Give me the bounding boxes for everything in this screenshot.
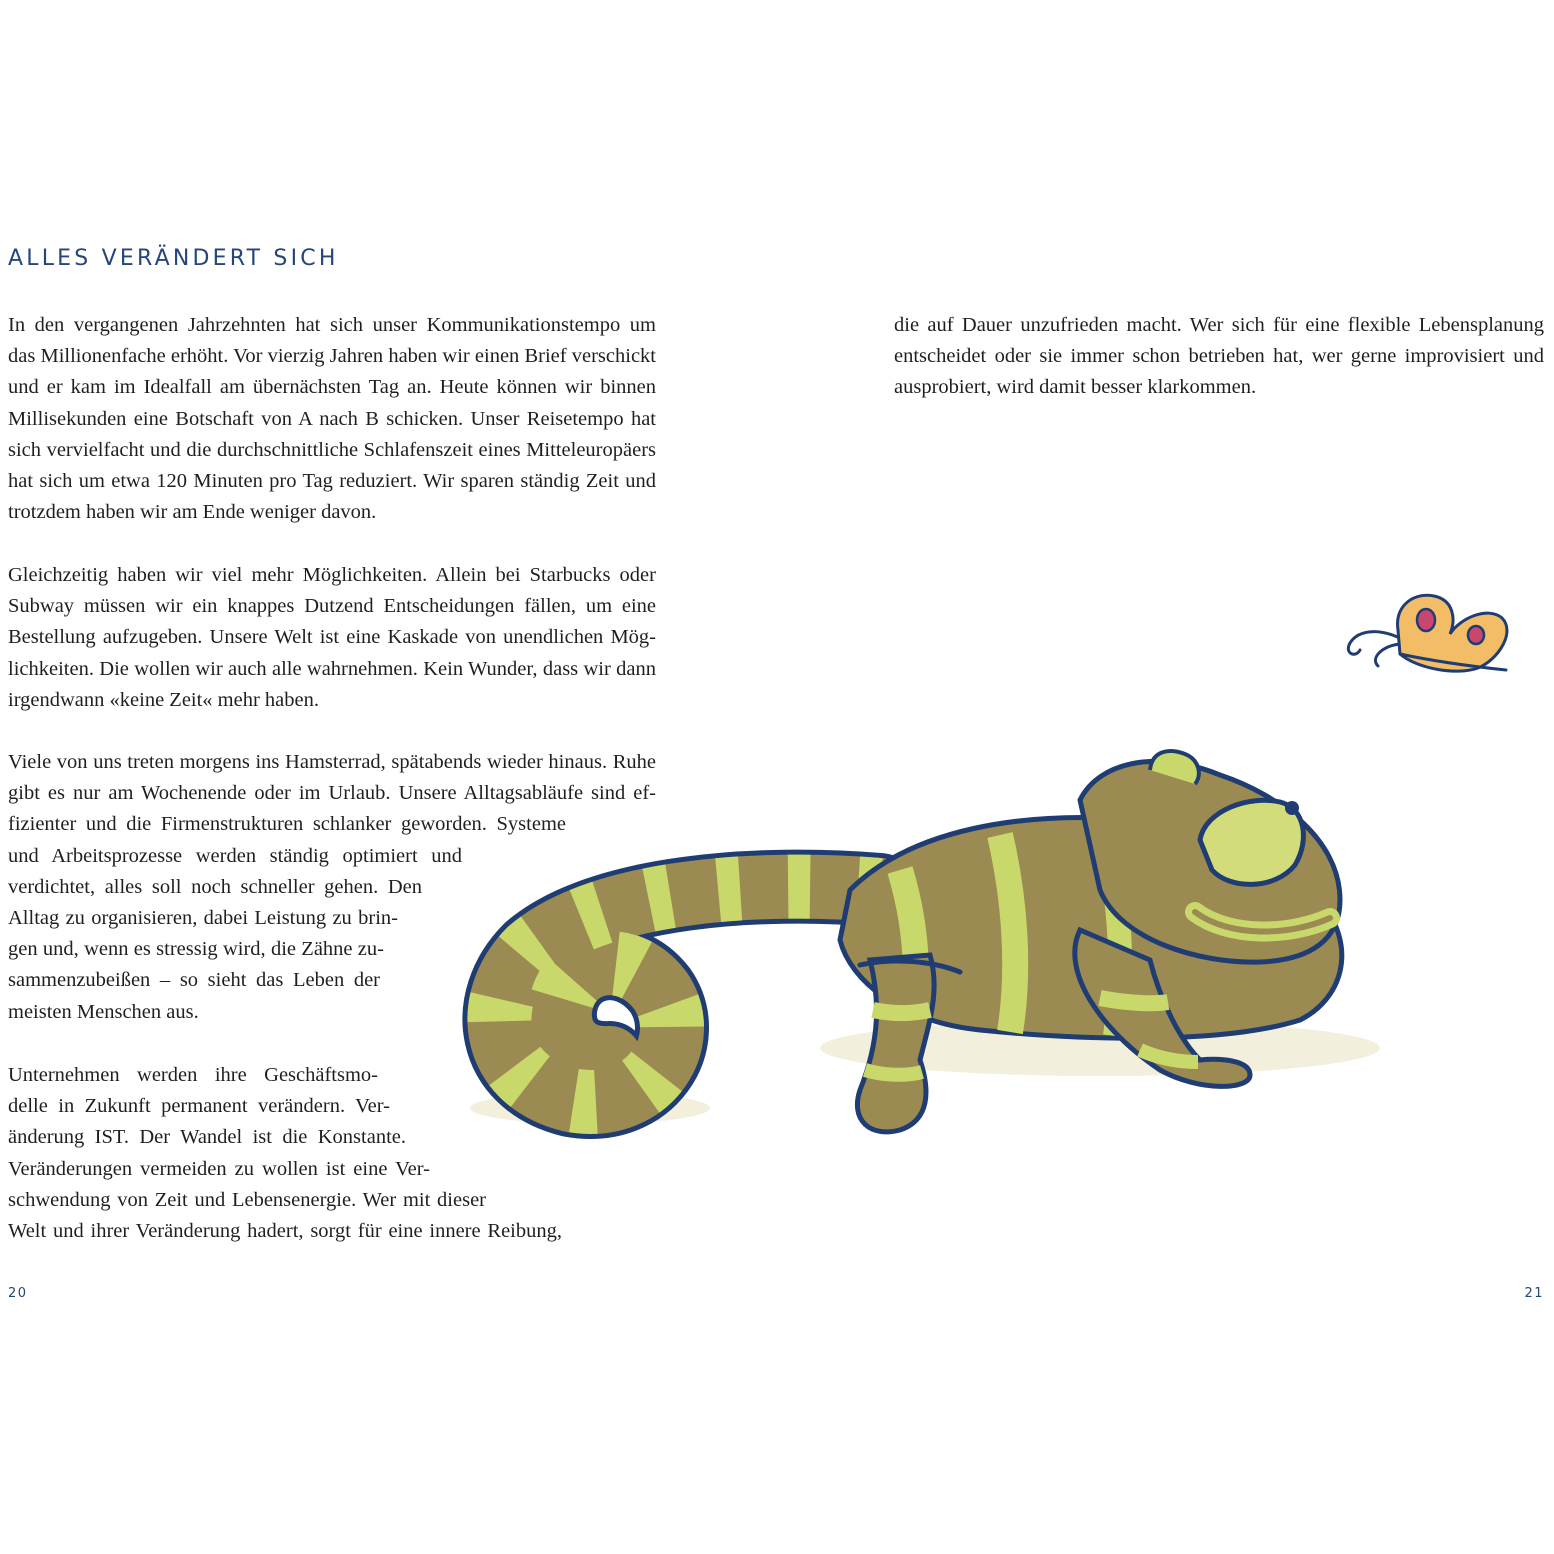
text-line: und er kam im Idealfall am übernächsten Tag an. Heute können wir binnen xyxy=(8,376,656,399)
text-line: meisten Menschen aus. xyxy=(8,1000,199,1023)
eye-pupil xyxy=(1285,801,1299,815)
text-line: ausprobiert, wird damit besser klarkommen. xyxy=(894,376,1257,399)
text-line: Veränderungen vermeiden zu wollen ist eine Ver- xyxy=(8,1157,430,1180)
text-line: trotzdem haben wir am Ende weniger davon. xyxy=(8,501,377,524)
butterfly-illustration xyxy=(1338,588,1513,683)
text-line: hat sich um etwa 120 Minuten pro Tag reduziert. Wir sparen ständig Zeit und xyxy=(8,470,656,492)
text-line: die auf Dauer unzufrieden macht. Wer sich für eine flexible Lebensplanung xyxy=(894,314,1544,336)
text-line: und Arbeitsprozesse werden ständig optimiert und xyxy=(8,844,462,867)
butterfly-spot xyxy=(1468,626,1484,644)
butterfly-wings xyxy=(1398,595,1507,671)
butterfly-spot xyxy=(1417,609,1435,631)
text-line: fizienter und die Firmenstrukturen schlanker geworden. Systeme xyxy=(8,813,566,836)
text-line: Viele von uns treten morgens ins Hamsterrad, spätabends wieder hinaus. Ruhe xyxy=(8,751,656,773)
text-line: das Millionenfache erhöht. Vor vierzig Jahren haben wir einen Brief verschickt xyxy=(8,345,656,368)
text-line: In den vergangenen Jahrzehnten hat sich unser Kommunikationstempo um xyxy=(8,314,656,336)
text-line: Subway müssen wir ein knappes Dutzend Entscheidungen fällen, um eine xyxy=(8,595,656,618)
text-line: Welt und ihrer Veränderung hadert, sorgt für eine innere Reibung, xyxy=(8,1220,562,1242)
page-number-right: 21 xyxy=(1524,1286,1544,1301)
text-line: sich vervielfacht und die durchschnittliche Schlafenszeit eines Mitteleuropäers xyxy=(8,438,656,461)
text-line: delle in Zukunft permanent verändern. Ver- xyxy=(8,1095,390,1118)
text-line: Millisekunden eine Botschaft von A nach B schicken. Unser Reisetempo hat xyxy=(8,407,656,430)
text-line: Unternehmen werden ihre Geschäftsmo- xyxy=(8,1064,378,1086)
chameleon-body xyxy=(499,751,1341,1132)
text-line: Gleichzeitig haben wir viel mehr Möglichkeiten. Allein bei Starbucks oder xyxy=(8,564,656,586)
text-line: lichkeiten. Die wollen wir auch alle wahrnehmen. Kein Wunder, dass wir dann xyxy=(8,657,656,680)
text-line: schwendung von Zeit und Lebensenergie. Wer mit dieser xyxy=(8,1188,486,1211)
text-line: Bestellung aufzugeben. Unsere Welt ist eine Kaskade von unendlichen Mög- xyxy=(8,626,656,649)
chapter-heading: ALLES VERÄNDERT SICH xyxy=(8,246,339,271)
text-line: Alltag zu organisieren, dabei Leistung zu brin- xyxy=(8,907,398,929)
text-line: verdichtet, alles soll noch schneller gehen. Den xyxy=(8,875,422,898)
text-line: gibt es nur am Wochenende oder im Urlaub. Unsere Alltagsabläufe sind ef- xyxy=(8,782,656,805)
page-number-left: 20 xyxy=(8,1286,28,1301)
text-line: gen und, wenn es stressig wird, die Zähne zu- xyxy=(8,938,384,961)
text-line: entscheidet oder sie immer schon betrieben hat, wer gerne improvisiert und xyxy=(894,345,1544,368)
chameleon-illustration xyxy=(460,740,1390,1210)
text-line: sammenzubeißen – so sieht das Leben der xyxy=(8,969,380,992)
text-line: änderung IST. Der Wandel ist die Konstante. xyxy=(8,1126,406,1149)
text-line: irgendwann «keine Zeit« mehr haben. xyxy=(8,688,320,711)
